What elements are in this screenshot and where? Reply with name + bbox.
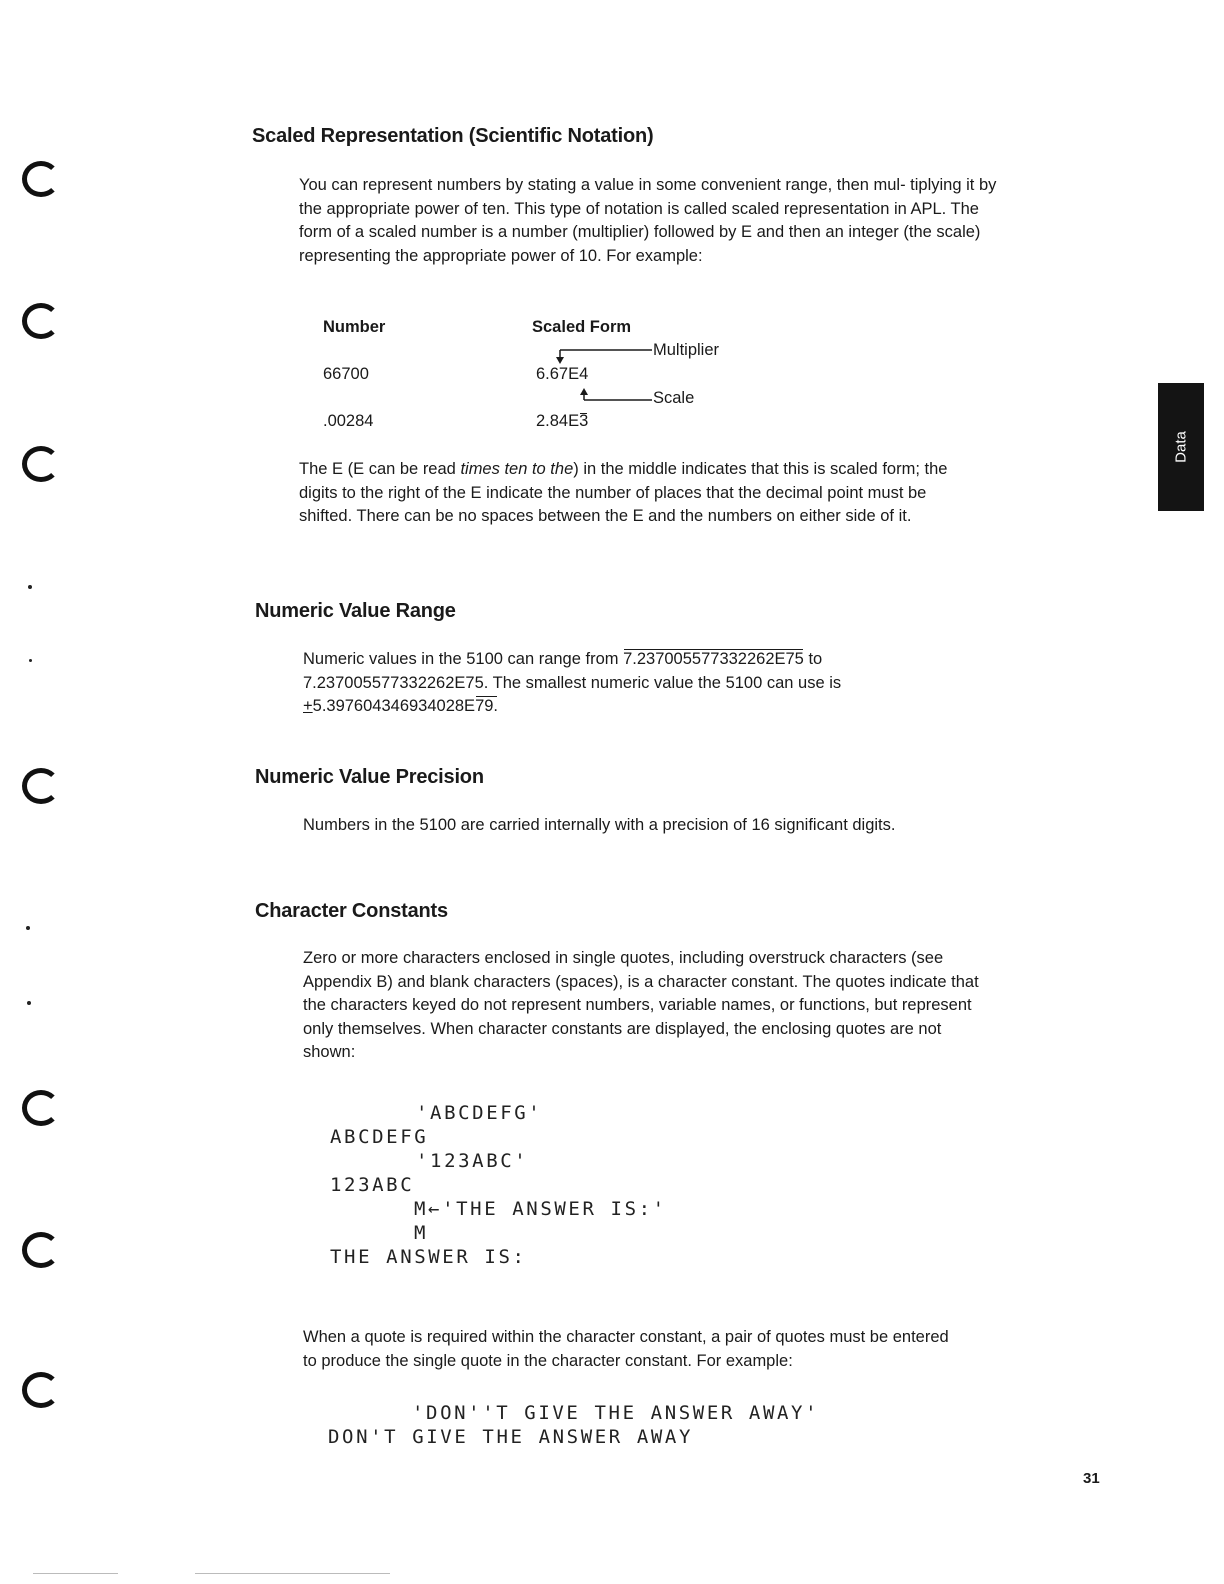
binder-ring-mark xyxy=(20,1369,62,1411)
scan-edge-mark xyxy=(195,1573,390,1574)
range-text-3: 7.237005577332262E75. The smallest numeric value the 5100 can use is xyxy=(303,673,842,692)
speck-mark xyxy=(28,585,32,589)
range-text-2: to xyxy=(803,650,823,668)
speck-mark xyxy=(27,1001,31,1005)
annotation-arrows xyxy=(540,340,660,412)
quote-paragraph: When a quote is required within the character constant, a pair of quotes must be entered to produce the single quote in the character constant. For example: xyxy=(303,1328,949,1370)
scaled-form-mantissa: 2.84E xyxy=(536,412,580,430)
precision-paragraph: Numbers in the 5100 are carried internally with a precision of 16 significant digits. xyxy=(303,816,896,834)
range-negative-limit: 7.237005577332262E75 xyxy=(623,648,804,672)
label-multiplier: Multiplier xyxy=(653,341,720,359)
plus-minus-sign: + xyxy=(303,697,313,716)
code-line: 123ABC xyxy=(330,1174,415,1196)
code-line: M xyxy=(414,1222,429,1244)
multiplier-arrow xyxy=(556,350,652,364)
binder-ring-mark xyxy=(20,1229,62,1271)
scaled-explanation-paragraph xyxy=(299,458,979,529)
range-text-1: Numeric values in the 5100 can range from xyxy=(303,650,624,668)
table-header-number: Number xyxy=(323,318,386,336)
page-number: 31 xyxy=(1083,1470,1100,1487)
binder-ring-mark xyxy=(20,158,62,200)
heading-numeric-value-precision: Numeric Value Precision xyxy=(255,766,484,788)
scaled-intro-paragraph: You can represent numbers by stating a value in some convenient range, then mul- tiplying it by the appropriate power of ten. This type of notation is called scaled representation in APL. The form of a scaled number is a number (multiplier) followed by E and then an integer (the scale) representing the appropriate power of 10. For example: xyxy=(299,176,997,265)
range-paragraph xyxy=(303,648,943,719)
binder-ring-mark xyxy=(20,443,62,485)
code-line: '123ABC' xyxy=(416,1150,529,1172)
number-00284: .00284 xyxy=(323,412,374,430)
code-line: DON'T GIVE THE ANSWER AWAY xyxy=(328,1426,694,1448)
explanation-emphasis: times ten to the xyxy=(460,460,574,478)
negative-exponent: 3 xyxy=(579,412,589,430)
scaled-form-6-67e4: 6.67E4 xyxy=(536,365,589,383)
code-line: M←'THE ANSWER IS:' xyxy=(414,1198,667,1220)
code-line: 'DON''T GIVE THE ANSWER AWAY' xyxy=(412,1402,820,1424)
code-line: THE ANSWER IS: xyxy=(330,1246,527,1268)
heading-numeric-value-range: Numeric Value Range xyxy=(255,600,456,622)
heading-scaled-representation: Scaled Representation (Scientific Notation) xyxy=(252,125,654,147)
explanation-part-1: The E (E can be read xyxy=(299,460,461,478)
binder-ring-mark xyxy=(20,300,62,342)
speck-mark xyxy=(26,926,30,930)
explanation-part-2: ) in the middle indicates that this is scaled form; the digits to the right of the E indicate the number of places that the decimal point must be shifted. There can be no spaces between the E and the numbers on either side of it. xyxy=(299,460,948,526)
speck-mark xyxy=(29,659,32,662)
side-tab-data xyxy=(1158,383,1204,511)
smallest-value-exponent: 79. xyxy=(475,695,498,719)
table-header-scaled-form: Scaled Form xyxy=(532,318,632,336)
number-66700: 66700 xyxy=(323,365,369,383)
code-line: 'ABCDEFG' xyxy=(416,1102,543,1124)
smallest-value-mantissa: 5.397604346934028E xyxy=(312,697,476,716)
code-line: ABCDEFG xyxy=(330,1126,429,1148)
scan-edge-mark xyxy=(33,1573,118,1574)
label-scale: Scale xyxy=(653,389,695,407)
heading-character-constants: Character Constants xyxy=(255,900,448,922)
scaled-form-2-84e-neg3 xyxy=(536,412,588,431)
binder-ring-mark xyxy=(20,1087,62,1129)
character-constants-paragraph: Zero or more characters enclosed in single quotes, including overstruck characters (see Appendix B) and blank characters (spaces), is a character constant. The quotes indicate that the characters keyed do not represent numbers, variable names, or functions, but represent only themselves. When character constants are displayed, the enclosing quotes are not shown: xyxy=(303,949,979,1062)
side-tab-label: Data xyxy=(1172,431,1190,463)
scale-arrow xyxy=(580,388,652,400)
binder-ring-mark xyxy=(20,765,62,807)
